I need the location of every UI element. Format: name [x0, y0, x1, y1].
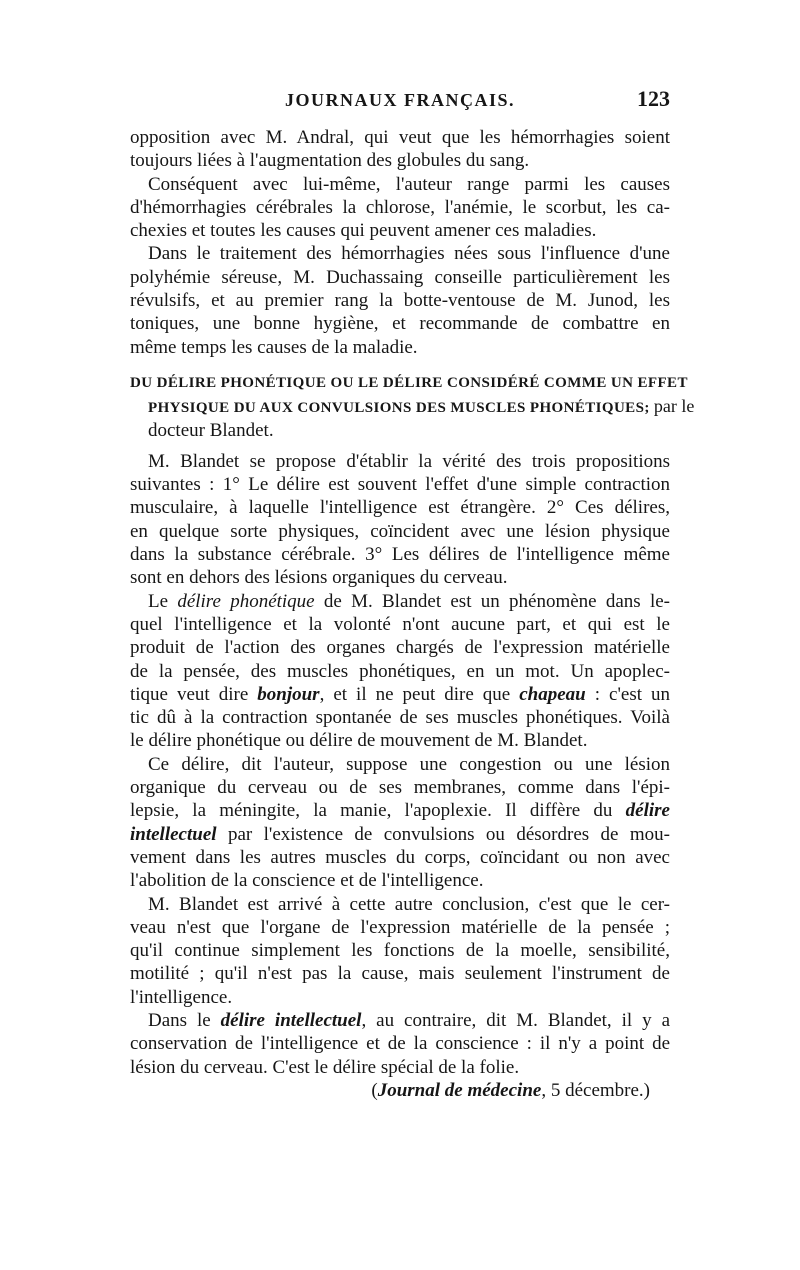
page-body — [130, 126, 695, 1102]
text-line: sont en dehors des lésions organiques du cerveau. — [130, 567, 508, 589]
italic-term: bonjour — [257, 683, 320, 705]
paragraph-6 — [130, 753, 670, 893]
text-line: révulsifs, et au premier rang la botte-ventouse de M. Junod, les — [130, 290, 670, 312]
text-line: Ce délire, dit l'auteur, suppose une congestion ou une lésion — [148, 753, 670, 775]
text-line: toniques, une bonne hygiène, et recommande de combattre en — [130, 313, 670, 335]
text-run: , 5 décembre.) — [541, 1079, 650, 1101]
title-author: docteur Blandet. — [148, 419, 274, 441]
text-line: l'intelligence. — [130, 986, 233, 1008]
text-line: quel l'intelligence et la volonté n'ont aucune part, et qui est le — [130, 613, 670, 635]
text-line — [130, 683, 670, 706]
text-line: polyhémie séreuse, M. Duchassaing conseille particulièrement les — [130, 266, 670, 288]
text-line: conservation de l'intelligence et de la conscience : il n'y a point de — [130, 1033, 670, 1055]
paragraph-8 — [130, 1009, 670, 1079]
page-header — [130, 88, 670, 118]
paragraph-5 — [130, 590, 670, 753]
paragraph-7 — [130, 893, 670, 1009]
italic-term: délire — [625, 800, 670, 822]
source-citation — [130, 1079, 670, 1102]
text-run: , et il ne peut dire que — [319, 683, 520, 705]
text-run: de M. Blandet est un phénomène dans le- — [314, 590, 670, 612]
title-line: DU DÉLIRE PHONÉTIQUE OU LE DÉLIRE CONSIDÉRÉ COMME UN EFFET — [130, 374, 688, 391]
text-run: : c'est un — [585, 683, 671, 705]
text-run: , au contraire, dit M. Blandet, il y a — [361, 1009, 671, 1031]
text-line: tic dû à la contraction spontanée de ses muscles phonétiques. Voilà — [130, 707, 670, 729]
text-line: M. Blandet est arrivé à cette autre conclusion, c'est que le cer- — [148, 893, 670, 915]
text-line: le délire phonétique ou délire de mouvement de M. Blandet. — [130, 730, 588, 752]
paragraph-1 — [130, 126, 670, 173]
text-run: ( — [371, 1079, 378, 1101]
italic-term: intellectuel — [130, 823, 217, 845]
text-line: même temps les causes de la maladie. — [130, 336, 418, 358]
journal-name: Journal de médecine — [377, 1079, 542, 1101]
text-line: opposition avec M. Andral, qui veut que les hémorrhagies soient — [130, 127, 670, 148]
article-title — [130, 372, 695, 442]
text-line: musculaire, à laquelle l'intelligence est étrangère. 2° Ces délires, — [130, 497, 670, 519]
paragraph-3 — [130, 242, 670, 358]
text-line: veau n'est que l'organe de l'expression matérielle de la pensée ; — [130, 916, 670, 938]
italic-term: délire intellectuel — [220, 1009, 362, 1031]
text-line: suivantes : 1° Le délire est souvent l'effet d'une simple contraction — [130, 474, 670, 496]
italic-term: délire phonétique — [177, 590, 315, 612]
text-line — [130, 1009, 670, 1032]
title-author-intro: par le — [653, 396, 695, 417]
paragraph-2 — [130, 173, 670, 243]
text-line: en quelque sorte physiques, coïncident avec une lésion physique — [130, 520, 670, 542]
text-line: toujours liées à l'augmentation des globules du sang. — [130, 150, 530, 172]
italic-term: chapeau — [519, 683, 586, 705]
running-head: JOURNAUX FRANÇAIS. — [284, 90, 515, 110]
text-run: tique veut dire — [130, 683, 258, 705]
text-line — [130, 799, 670, 822]
text-line: organique du cerveau ou de ses membranes, comme dans l'épi- — [130, 777, 670, 799]
paragraph-4 — [130, 450, 670, 590]
text-line: de la pensée, des muscles phonétiques, en un mot. Un apoplec- — [130, 660, 670, 682]
text-line: motilité ; qu'il n'est pas la cause, mais seulement l'instrument de — [130, 963, 670, 985]
text-line: l'abolition de la conscience et de l'intelligence. — [130, 870, 484, 892]
text-line: lésion du cerveau. C'est le délire spécial de la folie. — [130, 1056, 520, 1078]
text-line — [130, 590, 670, 613]
text-line: produit de l'action des organes chargés de l'expression matérielle — [130, 637, 670, 659]
text-line: dans la substance cérébrale. 3° Les délires de l'intelligence même — [130, 544, 670, 566]
text-line: M. Blandet se propose d'établir la vérité des trois propositions — [148, 450, 670, 472]
text-run: Dans le — [148, 1009, 221, 1031]
text-line: qu'il continue simplement les fonctions de la moelle, sensibilité, — [130, 940, 670, 962]
text-run: par l'existence de convulsions ou désordres de mou- — [216, 823, 670, 845]
title-text: PHYSIQUE DU AUX CONVULSIONS DES MUSCLES PHONÉTIQUES; — [148, 400, 650, 417]
text-line: Dans le traitement des hémorrhagies nées sous l'influence d'une — [148, 243, 670, 265]
title-line — [130, 395, 695, 418]
text-line: d'hémorrhagies cérébrales la chlorose, l'anémie, le scorbut, les ca- — [130, 196, 670, 218]
page-number: 123 — [637, 86, 670, 111]
text-run: Le — [148, 590, 178, 612]
text-line: chexies et toutes les causes qui peuvent amener ces maladies. — [130, 220, 597, 242]
text-line: vement dans les autres muscles du corps, coïncidant ou non avec — [130, 846, 670, 868]
text-line — [130, 823, 670, 846]
text-run: lepsie, la méningite, la manie, l'apoplexie. Il diffère du — [130, 800, 626, 822]
text-line: Conséquent avec lui-même, l'auteur range parmi les causes — [148, 173, 670, 195]
